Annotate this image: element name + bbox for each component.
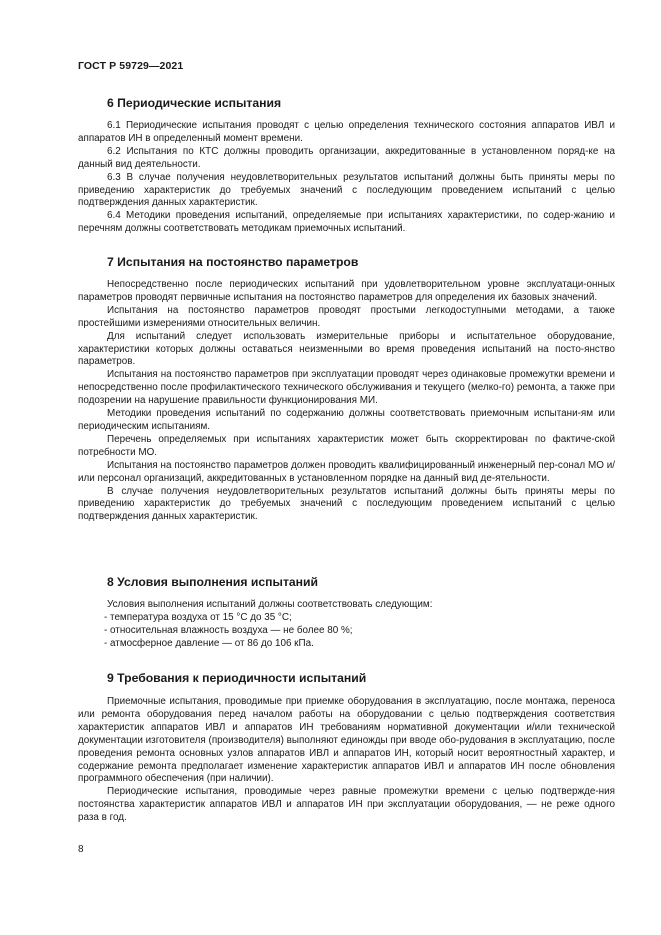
page-number: 8 — [78, 844, 84, 855]
section-7 — [78, 255, 615, 524]
paragraph: 6.1 Периодические испытания проводят с целью определения технического состояния аппаратов ИВЛ и аппаратов ИН в определенный момент времени. — [78, 120, 615, 144]
paragraph: Приемочные испытания, проводимые при приемке оборудования в эксплуатацию, после монтажа, переноса или ремонта оборудования перед началом работы на оборудовании с целью подтверждения соответствия характеристик аппаратов ИВЛ и аппаратов ИН требованиям нормативной документации и/или технической документации изготовителя (производителя) выполняют единожды при вводе обо-рудования в эксплуатацию, после проведения ремонта основных узлов аппаратов ИВЛ и аппаратов ИН, который носит вероятностный характер, и содержание ремонта предполагает изменение характеристик аппаратов ИВЛ и аппаратов ИН после обновления программного обеспечения (при наличии). — [78, 696, 615, 785]
section-title: 7 Испытания на постоянство параметров — [107, 255, 359, 269]
section-title: 6 Периодические испытания — [107, 96, 282, 110]
paragraph: Методики проведения испытаний по содержанию должны соответствовать приемочным испытани-ям или периодическим испытаниям. — [78, 408, 615, 432]
paragraph: Испытания на постоянство параметров при эксплуатации проводят через одинаковые промежутки времени и непосредственно после профилактического технического обслуживания и текущего (мелко-го) ремонта, а также при подозрении на нарушение правильности функционирования МИ. — [78, 369, 615, 407]
paragraph: Перечень определяемых при испытаниях характеристик может быть скорректирован по фактиче-ской потребности МО. — [78, 433, 615, 458]
section-8 — [78, 575, 615, 651]
section-title: 8 Условия выполнения испытаний — [107, 575, 319, 589]
section-title: 9 Требования к периодичности испытаний — [107, 671, 367, 685]
list-item: - температура воздуха от 15 °С до 35 °С; — [104, 611, 292, 623]
paragraph: В случае получения неудовлетворительных результатов испытаний должны быть приняты меры по приведению характеристик до требуемых значений с последующим проведением испытаний с целью подтверждения данных характеристик. — [78, 485, 615, 523]
conditions-list — [78, 612, 615, 651]
paragraph: Для испытаний следует использовать измерительные приборы и испытательное оборудование, характеристики которых должны оставаться неизменными во время проведения испытаний на посто-янство параметров. — [78, 330, 615, 368]
paragraph: 6.2 Испытания по КТС должны проводить организации, аккредитованные в установленном поряд-ке на данный вид деятельности. — [78, 145, 615, 170]
document-header: ГОСТ Р 59729—2021 — [78, 60, 184, 72]
paragraph: Непосредственно после периодических испытаний при удовлетворительном уровне эксплуатаци-онных параметров проводят первичные испытания на постоянство параметров для определения их базовых значений. — [78, 279, 615, 303]
paragraph: Испытания на постоянство параметров проводят простыми легкодоступными методами, а также простейшими измерениями относительных величин. — [78, 304, 615, 329]
section-6 — [78, 96, 615, 236]
paragraph: 6.3 В случае получения неудовлетворительных результатов испытаний должны быть приняты меры по приведению характеристик до требуемых значений с последующим проведением испытаний с целью подтверждения данных характеристик. — [78, 171, 615, 209]
section-9 — [78, 671, 615, 825]
paragraph: Испытания на постоянство параметров должен проводить квалифицированный инженерный пер-сонал МО и/или персонал организаций, аккредитованных в установленном порядке на данный вид де-ятельности. — [78, 459, 615, 484]
paragraph: Условия выполнения испытаний должны соответствовать следующим: — [107, 599, 433, 610]
paragraph: Периодические испытания, проводимые через равные промежутки времени с целью подтвержде-ния постоянства характеристик аппаратов ИВЛ и аппаратов ИН при эксплуатации оборудования, — не реже одного раза в год. — [78, 786, 615, 824]
list-item: - атмосферное давление — от 86 до 106 кПа. — [104, 637, 314, 649]
paragraph: 6.4 Методики проведения испытаний, определяемые при испытаниях характеристики, по содер-жанию и перечням должны соответствовать методикам приемочных испытаний. — [78, 210, 615, 235]
list-item: - относительная влажность воздуха — не более 80 %; — [104, 624, 353, 636]
